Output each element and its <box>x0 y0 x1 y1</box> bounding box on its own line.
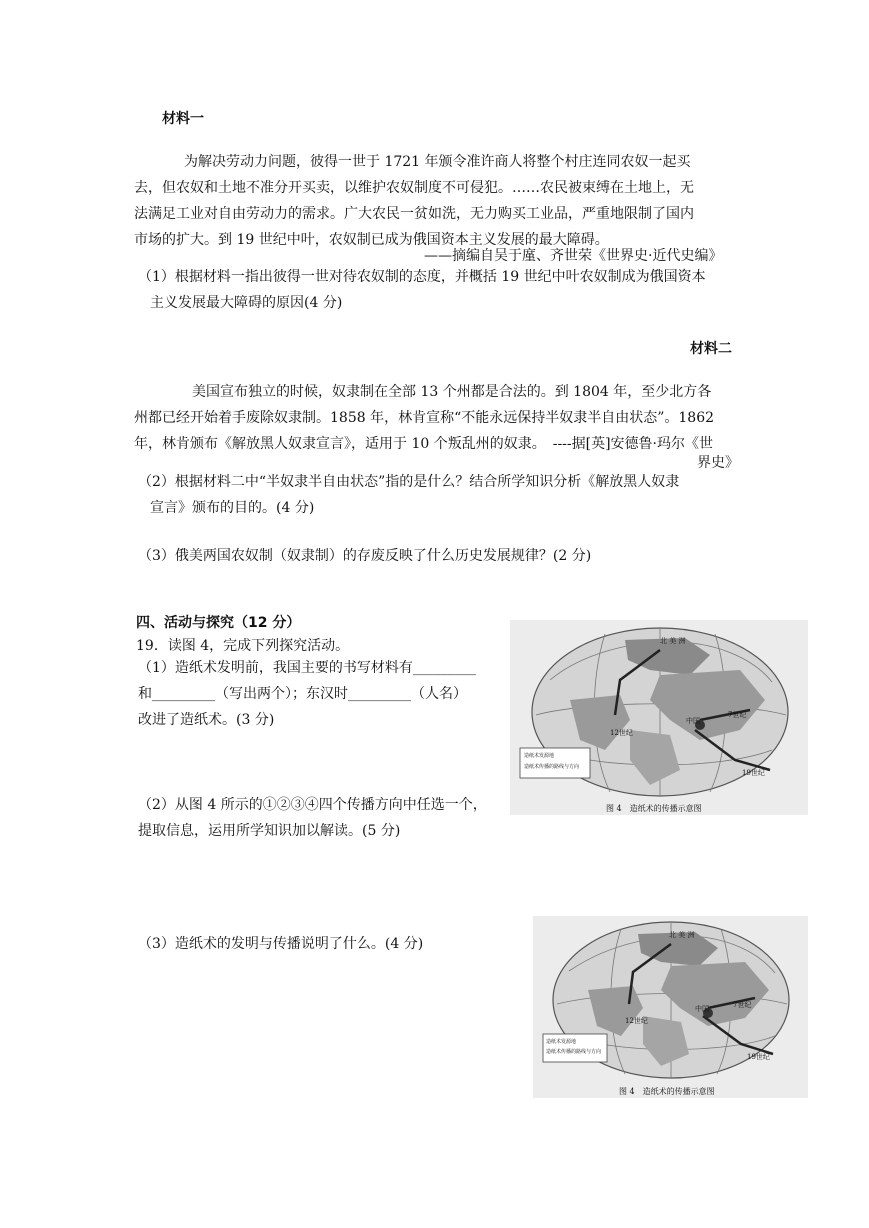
question19-sub2 <box>138 792 500 844</box>
material1-heading: 材料一 <box>162 111 204 127</box>
question19-sub1 <box>138 655 500 733</box>
paper-spread-map-1 <box>510 620 808 815</box>
material2-source-tail: 界史》 <box>697 455 739 471</box>
material2-line: 州都已经开始着手废除奴隶制。1858 年，林肯宣称“不能永远保持半奴隶半自由状态”。1862 <box>134 410 715 426</box>
sub2-line: （2）从图 4 所示的①②③④四个传播方向中任选一个， <box>138 797 487 813</box>
map-figure <box>510 620 808 815</box>
map-caption: 图 4 造纸术的传播示意图 <box>619 1087 715 1096</box>
question2 <box>138 469 744 521</box>
material1-source: ——摘编自吴于廑、齐世荣《世界史·近代史编》 <box>424 248 723 264</box>
question1 <box>138 264 744 316</box>
legend-item: 造纸术发源地 <box>524 753 555 759</box>
material2-body <box>134 379 742 457</box>
map-label-7: 7世纪 <box>728 711 747 719</box>
map-label-19: 19世纪 <box>742 769 765 777</box>
map-label-china: 中国 <box>695 1005 709 1013</box>
material2-line: 年，林肯颁布《解放黑人奴隶宣言》，适用于 10 个叛乱州的奴隶。 ----据[英]安德鲁·玛尔《世 <box>134 436 714 452</box>
question2-line: 宣言》颁布的目的。(4 分) <box>150 500 315 516</box>
section4-heading: 四、活动与探究（12 分） <box>136 615 301 631</box>
map-label-19: 19世纪 <box>747 1053 770 1061</box>
legend-item: 造纸术传播的路线与方向 <box>524 764 580 770</box>
map-label-china: 中国 <box>686 717 700 725</box>
legend-item: 造纸术传播的路线与方向 <box>546 1049 602 1055</box>
material1-line: 市场的扩大。到 19 世纪中叶，农奴制已成为俄国资本主义发展的最大障碍。 <box>134 232 609 248</box>
material1-body <box>134 149 740 253</box>
map-figure <box>533 916 808 1098</box>
question2-line: （2）根据材料二中“半奴隶半自由状态”指的是什么？结合所学知识分析《解放黑人奴隶 <box>138 474 680 490</box>
map-label-7: 7世纪 <box>733 1001 752 1009</box>
legend-item: 造纸术发源地 <box>546 1039 577 1045</box>
sub1-line: 和_________（写出两个）；东汉时_________（人名） <box>138 686 467 702</box>
question1-line: 主义发展最大障碍的原因(4 分) <box>150 295 343 311</box>
map-label-north: 北 美 洲 <box>669 931 695 939</box>
question19: 19．读图 4，完成下列探究活动。 <box>136 638 350 654</box>
question3: （3）俄美两国农奴制（奴隶制）的存废反映了什么历史发展规律？(2 分) <box>138 548 592 564</box>
map-caption: 图 4 造纸术的传播示意图 <box>606 804 702 813</box>
sub1-line: 改进了造纸术。(3 分) <box>138 712 275 728</box>
sub2-line: 提取信息，运用所学知识加以解读。(5 分) <box>138 823 401 839</box>
material2-heading: 材料二 <box>690 341 732 357</box>
map-label-12: 12世纪 <box>610 729 633 737</box>
material1-line: 法满足工业对自由劳动力的需求。广大农民一贫如洗，无力购买工业品，严重地限制了国内 <box>134 206 694 222</box>
paper-spread-map-2 <box>533 916 808 1098</box>
map-label-north: 北 美 洲 <box>660 637 686 645</box>
question1-line: （1）根据材料一指出彼得一世对待农奴制的态度，并概括 19 世纪中叶农奴制成为俄国资本 <box>138 269 706 285</box>
sub1-line: （1）造纸术发明前，我国主要的书写材料有_________ <box>138 660 476 676</box>
material1-line: 为解决劳动力问题，彼得一世于 1721 年颁令准许商人将整个村庄连同农奴一起买 <box>184 154 691 170</box>
material2-line: 美国宣布独立的时候，奴隶制在全部 13 个州都是合法的。到 1804 年，至少北方各 <box>192 384 712 400</box>
map-label-12: 12世纪 <box>625 1017 648 1025</box>
material1-line: 去，但农奴和土地不准分开买卖，以维护农奴制度不可侵犯。……农民被束缚在土地上，无 <box>134 180 694 196</box>
question19-sub3: （3）造纸术的发明与传播说明了什么。(4 分) <box>138 936 424 952</box>
